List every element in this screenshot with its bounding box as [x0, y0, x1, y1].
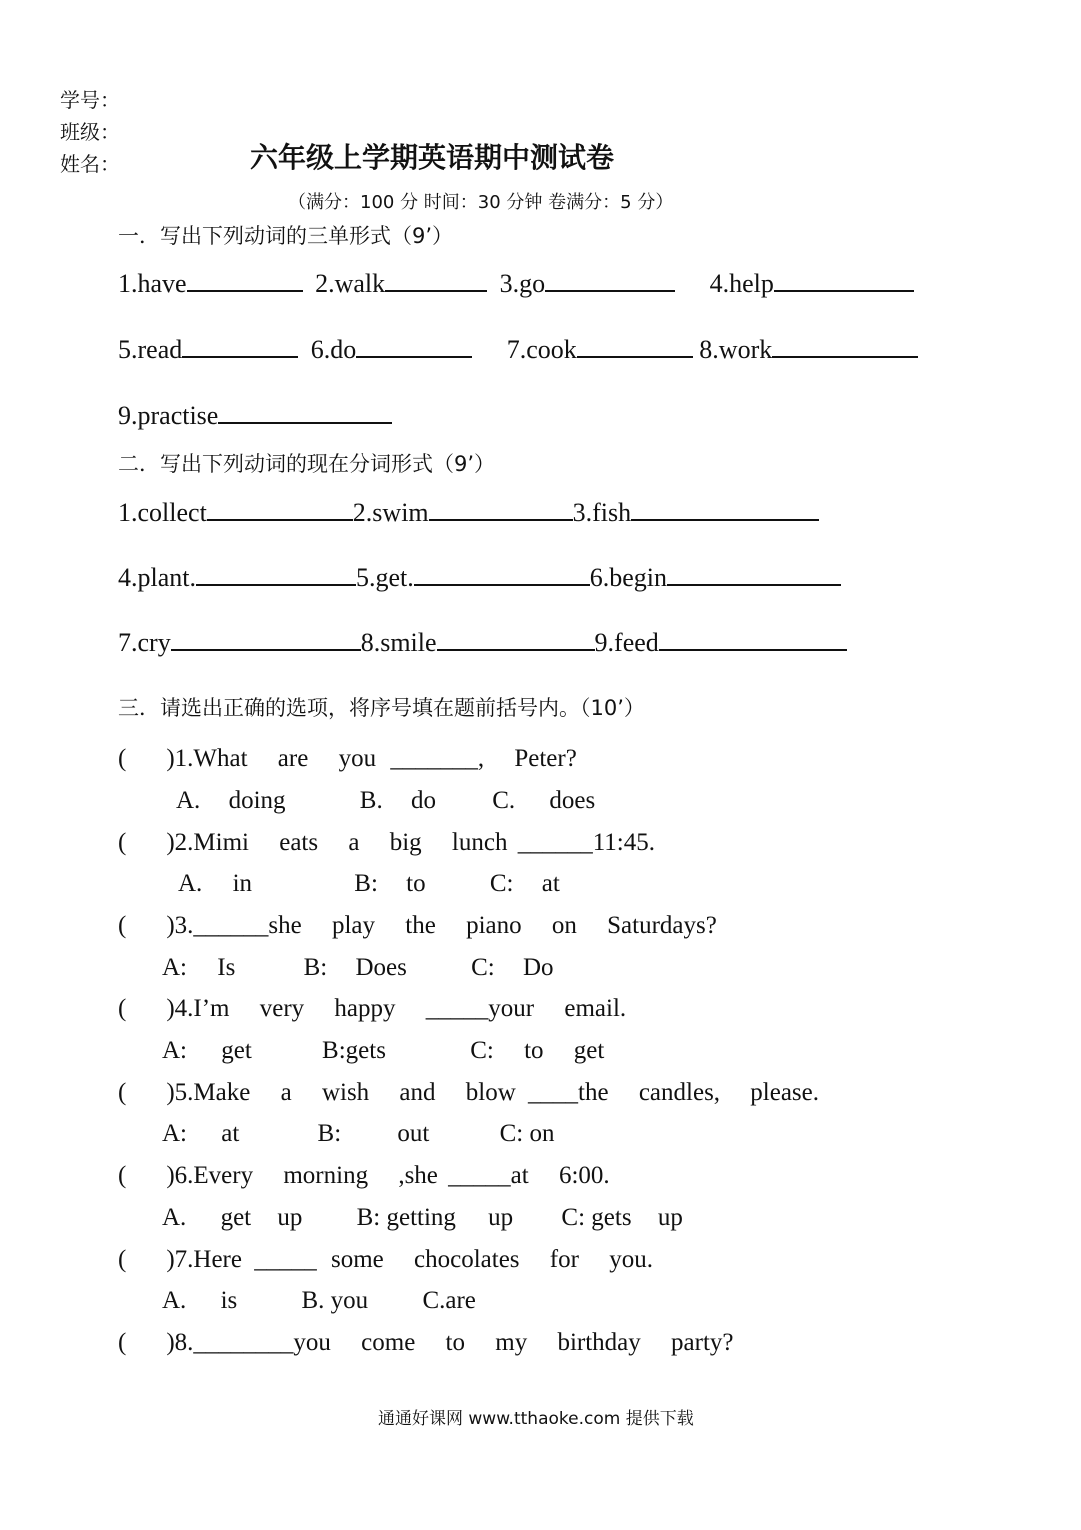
option-text: up [277, 1204, 303, 1231]
question-word: play [331, 912, 376, 939]
question-6-options [162, 1204, 683, 1232]
question-word: Saturdays? [607, 912, 717, 939]
option-text: up [657, 1204, 683, 1231]
question-word: for [549, 1246, 579, 1273]
question-word: birthday [557, 1329, 641, 1356]
section-2-row-1 [118, 495, 819, 528]
page-title: 六年级上学期英语期中测试卷 [250, 141, 615, 174]
question-word: wish [321, 1079, 370, 1106]
verb-item: 8.smile [360, 628, 437, 657]
option-text: up [488, 1204, 514, 1231]
answer-blank[interactable] [207, 495, 353, 521]
option-label: A: [162, 1120, 187, 1147]
answer-blank[interactable] [772, 332, 918, 358]
question-7 [118, 1246, 653, 1274]
question-3 [118, 912, 717, 940]
option-text: get [220, 1204, 252, 1231]
option-label: C: [489, 870, 514, 897]
question-word: _____at [448, 1162, 529, 1189]
question-3-options [162, 954, 554, 982]
question-word: happy [334, 995, 396, 1022]
option-text: Is [217, 954, 236, 981]
question-word: candles, [638, 1079, 721, 1106]
question-word: email. [564, 995, 627, 1022]
question-word: you. [609, 1246, 653, 1273]
question-word: a [348, 829, 360, 856]
option-label: A: [162, 1037, 187, 1064]
option-label: C: [471, 954, 495, 981]
question-stem: )4.I’m [166, 995, 230, 1022]
question-4 [118, 995, 626, 1023]
verb-item: 1.collect [118, 498, 207, 527]
answer-blank[interactable] [414, 560, 590, 586]
option-text: get [573, 1037, 605, 1064]
question-word: _____your [425, 995, 535, 1022]
verb-item: 8.work [699, 335, 773, 364]
answer-bracket[interactable]: ( [118, 745, 127, 772]
answer-blank[interactable] [774, 266, 914, 292]
question-word: a [280, 1079, 292, 1106]
option-label: B: [354, 870, 378, 897]
verb-item: 9.practise [118, 401, 219, 430]
question-word: you [338, 745, 377, 772]
verb-item: 7.cook [506, 335, 577, 364]
question-word: ,she [398, 1162, 438, 1189]
verb-item: 6.do [310, 335, 357, 364]
section-2-row-3 [118, 625, 847, 658]
question-stem: )7.Here [166, 1246, 242, 1273]
option-text: Does [355, 954, 407, 981]
verb-item: 3.go [499, 269, 546, 298]
question-word: 6:00. [558, 1162, 610, 1189]
option-label: B: [317, 1120, 342, 1147]
option-label: A: [162, 954, 187, 981]
verb-item: 9.feed [594, 628, 659, 657]
question-word: _____ [254, 1246, 317, 1273]
option-text: doing [228, 787, 286, 814]
option-label: C: gets [561, 1204, 632, 1231]
question-word: ______11:45. [517, 829, 655, 856]
option-label: A. [162, 1287, 187, 1314]
verb-item: 2.walk [315, 269, 386, 298]
answer-blank[interactable] [667, 560, 841, 586]
question-2 [118, 829, 655, 857]
question-5 [118, 1079, 819, 1107]
verb-item: 1.have [118, 269, 187, 298]
question-8 [118, 1329, 734, 1357]
section-3-heading: 三．请选出正确的选项，将序号填在题前括号内。（10’） [118, 696, 645, 720]
question-6 [118, 1162, 610, 1190]
question-word: some [330, 1246, 384, 1273]
option-label: C: [470, 1037, 494, 1064]
verb-item: 4.plant. [118, 563, 196, 592]
answer-bracket[interactable]: ( [118, 1329, 127, 1356]
verb-item: 3.fish [572, 498, 632, 527]
question-word: chocolates [414, 1246, 520, 1273]
question-5-options [162, 1120, 555, 1148]
option-label: A. [176, 787, 201, 814]
option-label: B: [303, 954, 328, 981]
footer-credit[interactable]: 通通好课网 www.tthaoke.com 提供下载 [378, 1409, 694, 1429]
verb-item: 4.help [709, 269, 774, 298]
option-label: C.are [422, 1287, 476, 1314]
answer-blank[interactable] [429, 495, 573, 521]
option-text: at [221, 1120, 240, 1147]
answer-bracket[interactable]: ( [118, 1079, 127, 1106]
verb-item: 7.cry [118, 628, 171, 657]
answer-blank[interactable] [577, 332, 693, 358]
question-stem: )2.Mimi [166, 829, 249, 856]
answer-blank[interactable] [218, 398, 392, 424]
question-7-options [162, 1287, 476, 1315]
option-label: C: on [499, 1120, 555, 1147]
question-word: to [445, 1329, 465, 1356]
section-1-row-1 [118, 266, 914, 299]
answer-bracket[interactable]: ( [118, 1246, 127, 1273]
question-word: morning [283, 1162, 369, 1189]
question-stem: )6.Every [166, 1162, 254, 1189]
question-stem: )5.Make [166, 1079, 251, 1106]
option-label: C. [492, 787, 516, 814]
option-text: to [524, 1037, 544, 1064]
verb-item: 6.begin [589, 563, 668, 592]
question-stem: )1.What [166, 745, 248, 772]
option-label: B:gets [322, 1037, 386, 1064]
answer-blank[interactable] [545, 266, 675, 292]
question-word: lunch [451, 829, 508, 856]
question-word: very [259, 995, 305, 1022]
answer-blank[interactable] [631, 495, 819, 521]
answer-blank[interactable] [182, 332, 298, 358]
option-label: B: getting [356, 1204, 456, 1231]
option-text: out [397, 1120, 430, 1147]
class-label: 班级： [60, 120, 120, 144]
name-label: 姓名： [60, 152, 120, 176]
option-text: does [549, 787, 596, 814]
question-word: and [399, 1079, 436, 1106]
answer-blank[interactable] [171, 625, 361, 651]
section-1-row-2 [118, 332, 918, 365]
verb-item: 5.get. [356, 563, 414, 592]
verb-item: 2.swim [352, 498, 429, 527]
option-text: do [410, 787, 436, 814]
exam-info: （满分：100 分 时间：30 分钟 卷满分：5 分） [288, 192, 674, 213]
answer-blank[interactable] [437, 625, 595, 651]
question-word: Peter? [514, 745, 577, 772]
answer-blank[interactable] [385, 266, 487, 292]
question-word: party? [671, 1329, 734, 1356]
question-word: blow [465, 1079, 516, 1106]
answer-bracket[interactable]: ( [118, 995, 127, 1022]
option-text: is [220, 1287, 238, 1314]
question-word: come [361, 1329, 416, 1356]
answer-blank[interactable] [187, 266, 303, 292]
answer-bracket[interactable]: ( [118, 829, 127, 856]
option-label: B. you [301, 1287, 369, 1314]
question-1 [118, 745, 577, 773]
option-text: to [406, 870, 426, 897]
question-word: please. [750, 1079, 820, 1106]
question-word: big [389, 829, 422, 856]
option-text: in [232, 870, 253, 897]
option-label: A. [162, 1204, 187, 1231]
section-1-row-3 [118, 398, 392, 431]
option-text: Do [522, 954, 554, 981]
question-word: on [551, 912, 577, 939]
question-word: my [495, 1329, 528, 1356]
option-label: A. [178, 870, 203, 897]
answer-bracket[interactable]: ( [118, 1162, 127, 1189]
question-word: the [405, 912, 436, 939]
question-2-options [178, 870, 560, 898]
question-word: ____the [528, 1079, 609, 1106]
answer-bracket[interactable]: ( [118, 912, 127, 939]
section-1-heading: 一．写出下列动词的三单形式（9’） [118, 224, 454, 248]
question-1-options [176, 787, 595, 815]
answer-blank[interactable] [659, 625, 847, 651]
question-4-options [162, 1037, 604, 1065]
option-text: at [541, 870, 560, 897]
question-stem: )3.______she [166, 912, 302, 939]
option-label: B. [359, 787, 383, 814]
question-stem: )8.________you [166, 1329, 331, 1356]
option-text: get [221, 1037, 252, 1064]
student-number-label: 学号： [60, 88, 120, 112]
question-word: _______, [390, 745, 485, 772]
answer-blank[interactable] [196, 560, 356, 586]
verb-item: 5.read [118, 335, 183, 364]
section-2-row-2 [118, 560, 841, 593]
question-word: are [277, 745, 309, 772]
question-word: piano [466, 912, 522, 939]
section-2-heading: 二．写出下列动词的现在分词形式（9’） [118, 452, 496, 476]
answer-blank[interactable] [356, 332, 472, 358]
question-word: eats [279, 829, 319, 856]
